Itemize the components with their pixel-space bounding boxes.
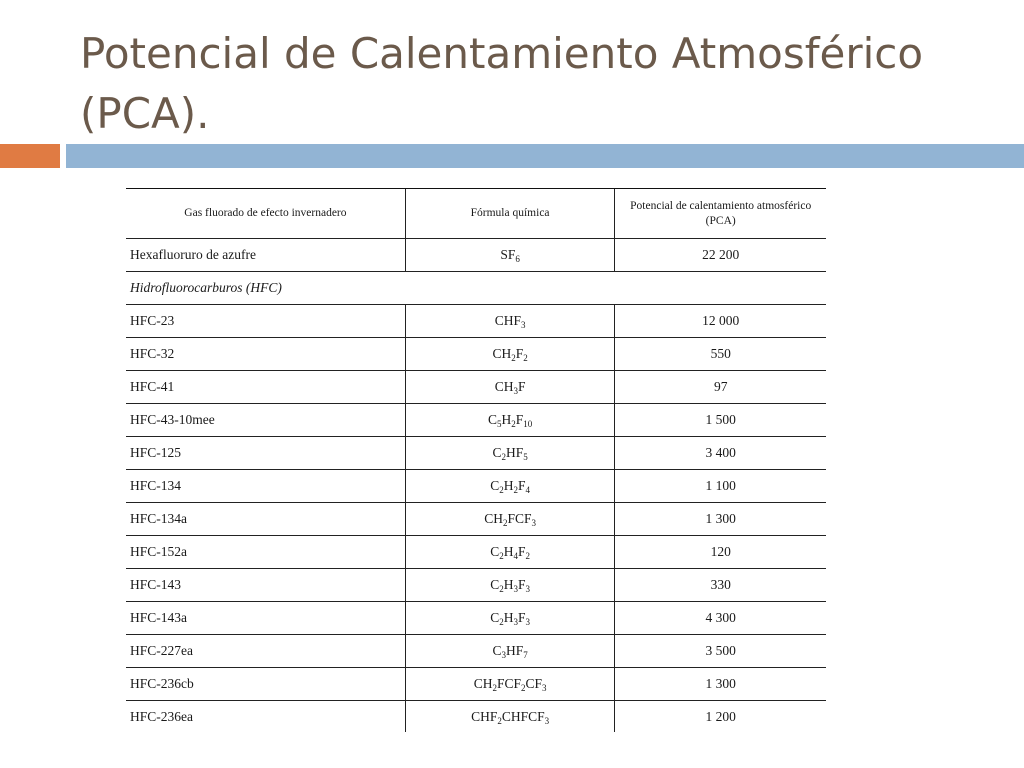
table-row — [126, 470, 826, 503]
cell-formula: $C_2H_3F_3$ — [405, 569, 615, 602]
cell-gas: HFC-41 — [126, 371, 405, 404]
table-group-row — [126, 272, 826, 305]
cell-gas: HFC-134a — [126, 503, 405, 536]
cell-formula: $CHF_2CHFCF_3$ — [405, 701, 615, 733]
table-row — [126, 701, 826, 733]
table-row — [126, 602, 826, 635]
table-row — [126, 404, 826, 437]
table-row — [126, 305, 826, 338]
cell-gas: HFC-236cb — [126, 668, 405, 701]
cell-pca: 97 — [615, 371, 826, 404]
accent-bar-orange — [0, 144, 60, 168]
header-pca: Potencial de calentamiento atmosférico (PCA) — [615, 189, 826, 239]
table-body — [126, 239, 826, 733]
header-formula: Fórmula química — [405, 189, 615, 239]
table-row — [126, 536, 826, 569]
cell-formula: $C_2H_4F_2$ — [405, 536, 615, 569]
cell-pca: 1 100 — [615, 470, 826, 503]
cell-formula: $C_3HF_7$ — [405, 635, 615, 668]
cell-gas: HFC-152a — [126, 536, 405, 569]
cell-gas: HFC-134 — [126, 470, 405, 503]
cell-pca: 1 500 — [615, 404, 826, 437]
cell-gas: HFC-43-10mee — [126, 404, 405, 437]
cell-formula: $CH_3F$ — [405, 371, 615, 404]
table-header-row — [126, 189, 826, 239]
table-row-sf6 — [126, 239, 826, 272]
cell-pca: 330 — [615, 569, 826, 602]
cell-gas: HFC-227ea — [126, 635, 405, 668]
cell-formula: $CHF_3$ — [405, 305, 615, 338]
cell-formula: $C_2H_3F_3$ — [405, 602, 615, 635]
cell-pca: 4 300 — [615, 602, 826, 635]
table-row — [126, 569, 826, 602]
group-label: Hidrofluorocarburos (HFC) — [126, 272, 826, 305]
gwp-table — [126, 188, 826, 732]
cell-formula: $SF_6$ — [405, 239, 615, 272]
cell-pca: 22 200 — [615, 239, 826, 272]
cell-formula: $C_2H_2F_4$ — [405, 470, 615, 503]
cell-pca: 3 500 — [615, 635, 826, 668]
cell-gas: HFC-143a — [126, 602, 405, 635]
cell-pca: 1 300 — [615, 503, 826, 536]
cell-formula: $CH_2FCF_2CF_3$ — [405, 668, 615, 701]
cell-gas: HFC-236ea — [126, 701, 405, 733]
table-row — [126, 338, 826, 371]
slide-title: Potencial de Calentamiento Atmosférico (PCA). — [80, 29, 924, 138]
accent-bar-blue — [66, 144, 1024, 168]
table-row — [126, 503, 826, 536]
table-row — [126, 371, 826, 404]
table-row — [126, 437, 826, 470]
cell-pca: 3 400 — [615, 437, 826, 470]
cell-gas: HFC-143 — [126, 569, 405, 602]
cell-pca: 1 200 — [615, 701, 826, 733]
cell-gas: HFC-23 — [126, 305, 405, 338]
cell-pca: 1 300 — [615, 668, 826, 701]
cell-gas: HFC-32 — [126, 338, 405, 371]
cell-formula: $C_2HF_5$ — [405, 437, 615, 470]
cell-pca: 550 — [615, 338, 826, 371]
cell-formula: $C_5H_2F_{10}$ — [405, 404, 615, 437]
table-row — [126, 668, 826, 701]
cell-pca: 120 — [615, 536, 826, 569]
cell-formula: $CH_2F_2$ — [405, 338, 615, 371]
header-gas: Gas fluorado de efecto invernadero — [126, 189, 405, 239]
cell-gas: Hexafluoruro de azufre — [126, 239, 405, 272]
cell-pca: 12 000 — [615, 305, 826, 338]
cell-formula: $CH_2FCF_3$ — [405, 503, 615, 536]
cell-gas: HFC-125 — [126, 437, 405, 470]
table-row — [126, 635, 826, 668]
